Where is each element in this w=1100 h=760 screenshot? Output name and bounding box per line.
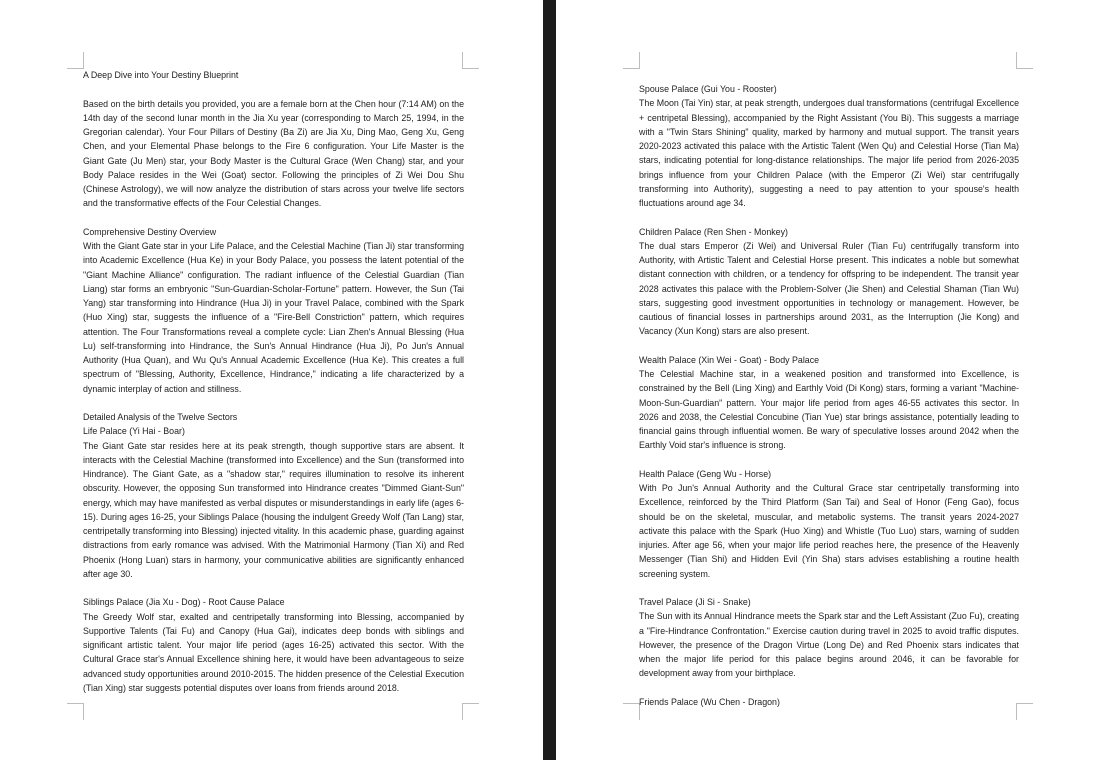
crop-mark bbox=[623, 52, 640, 69]
left-page-text[interactable] bbox=[83, 68, 464, 695]
life-palace-heading: Life Palace (Yi Hai - Boar) bbox=[83, 426, 185, 437]
page-gutter bbox=[543, 0, 556, 760]
right-page-text[interactable] bbox=[639, 82, 1019, 709]
children-palace-heading: Children Palace (Ren Shen - Monkey) bbox=[639, 226, 788, 237]
spouse-palace-paragraph: The Moon (Tai Yin) star, at peak strength, undergoes dual transformations (centrifugal Excellence + centripetal Blessing), accompanied by the Right Assistant (You Bi). This suggests a marriage with a "Twin Stars Shining" quality, marked by harmony and mutual support. The transit years 2020-2023 activated this palace with the Artistic Talent (Wen Qu) and Celestial Horse (Tian Ma) stars, indicating potential for long-distance relationships. The major life period from 2026-2035 brings influence from your Children Palace (with the Emperor (Zi Wei) star centrifugally transforming into Authority), suggesting a need to pay attention to your spouse's health fluctuations around age 34. bbox=[639, 98, 1019, 208]
sectors-heading: Detailed Analysis of the Twelve Sectors bbox=[83, 412, 238, 422]
document-page-right bbox=[556, 0, 1100, 760]
spouse-palace-heading: Spouse Palace (Gui You - Rooster) bbox=[639, 84, 777, 94]
crop-mark bbox=[462, 703, 479, 720]
life-palace-paragraph: The Giant Gate star resides here at its peak strength, though supportive stars are absent. It interacts with the Celestial Machine (transformed into Excellence) and the Sun (transformed into Hindrance). The Giant Gate, as a "shadow star," requires illumination to resolve its inherent obscurity. However, the opposing Sun transformed into Hindrance creates "Dimmed Giant-Sun" energy, which may have manifested as verbal disputes or misunderstandings in early life (ages 6-15). During ages 16-25, your Siblings Palace (housing the indulgent Greedy Wolf (Tan Lang) star, centripetally transforming into Blessing) injected vitality. In this academic phase, guarding against distractions from early romance was advised. With the Matrimonial Harmony (Tian Xi) and Red Phoenix (Hong Luan) stars in harmony, your communicative abilities are significantly enhanced after age 30. bbox=[83, 440, 464, 579]
crop-mark bbox=[462, 52, 479, 69]
crop-mark bbox=[623, 703, 640, 720]
health-palace-heading: Health Palace (Geng Wu - Horse) bbox=[639, 468, 772, 479]
overview-heading: Comprehensive Destiny Overview bbox=[83, 226, 217, 237]
travel-palace-paragraph: The Sun with its Annual Hindrance meets the Spark star and the Left Assistant (Zuo Fu), creating a "Fire-Hindrance Confrontation." Exercise caution during travel in 2025 to avoid traffic disputes. However, the presence of the Dragon Virtue (Long De) and Red Phoenix stars indicates that when the major life period for this palace begins around 2046, it can be favorable for development away from your birthplace. bbox=[639, 611, 1019, 679]
crop-mark bbox=[67, 703, 84, 720]
siblings-palace-heading: Siblings Palace (Jia Xu - Dog) - Root Cause Palace bbox=[83, 597, 285, 608]
wealth-palace-heading: Wealth Palace (Xin Wei - Goat) - Body Palace bbox=[639, 354, 820, 365]
friends-palace-heading: Friends Palace (Wu Chen - Dragon) bbox=[639, 696, 780, 707]
children-palace-paragraph: The dual stars Emperor (Zi Wei) and Universal Ruler (Tian Fu) centrifugally transform into Authority, with Artistic Talent and Celestial Horse present. This indicates a noble but somewhat distant connection with children, or a tendency for offspring to be independent. The transit year 2028 activates this palace with the Problem-Solver (Jie Shen) and Celestial Shaman (Tian Wu) stars, suggesting good investment opportunities in technology or management. However, be cautious of financial losses in partnerships around 2031, as the Interruption (Jie Kong) and Vacancy (Xun Kong) stars are also present. bbox=[639, 240, 1019, 337]
intro-paragraph: Based on the birth details you provided, you are a female born at the Chen hour (7:14 AM) on the 14th day of the second lunar month in the Jia Xu year (corresponding to March 25, 1994, in the Gregorian calendar). Your Four Pillars of Destiny (Ba Zi) are Jia Xu, Ding Mao, Geng Xu, Geng Chen, and your Elemental Phase belongs to the Fire 6 configuration. Your Life Master is the Giant Gate (Ju Men) star, your Body Master is the Cultural Grace (Wen Chang) star, and your Body Palace resides in the Wei (Goat) sector. Following the principles of Zi Wei Dou Shu (Chinese Astrology), we will now analyze the distribution of stars across your twelve life sectors and the transformative effects of the Four Celestial Changes. bbox=[83, 98, 464, 209]
siblings-palace-paragraph: The Greedy Wolf star, exalted and centripetally transforming into Blessing, accompanied by Supportive Talents (Tai Fu) and Canopy (Hua Gai), indicates deep bonds with siblings and significant artistic talent. Your major life period (ages 16-25) activated this sector. With the Cultural Grace star's Annual Excellence shining here, it would have been advantageous to seize advanced study opportunities around 2010-2015. The hidden presence of the Celestial Execution (Tian Xing) star suggests potential disputes over loans from friends around 2018. bbox=[83, 611, 464, 693]
crop-mark bbox=[67, 52, 84, 69]
travel-palace-heading: Travel Palace (Ji Si - Snake) bbox=[639, 597, 751, 607]
overview-paragraph: With the Giant Gate star in your Life Palace, and the Celestial Machine (Tian Ji) star transforming into Academic Excellence (Hua Ke) in your Body Palace, you possess the latent potential of the "Giant Machine Alliance" configuration. The radiant influence of the Celestial Guardian (Tian Liang) star forms an embryonic "Sun-Guardian-Scholar-Fortune" pattern. However, the Sun (Tai Yang) star transforming into Hindrance (Hua Ji) in your Travel Palace, combined with the Spark (Huo Xing) star, suggests the influence of a "Fire-Bell Constriction" pattern, which requires attention. The Four Transformations reveal a complete cycle: Lian Zhen's Annual Blessing (Hua Lu) self-transforming into Hindrance, the Sun's Annual Hindrance (Hua Ji), Po Jun's Annual Authority (Hua Quan), and Wu Qu's Annual Academic Excellence (Hua Ke). This creates a full spectrum of "Blessing, Authority, Excellence, Hindrance," indicating a life characterized by a dynamic interplay of action and stillness. bbox=[83, 241, 464, 394]
crop-mark bbox=[1016, 52, 1033, 69]
wealth-palace-paragraph: The Celestial Machine star, in a weakened position and transformed into Excellence, is constrained by the Bell (Ling Xing) and Earthly Void (Di Kong) stars, forming a variant "Machine-Moon-Sun-Guardian" pattern. Your major life period from ages 46-55 activates this sector. In 2026 and 2038, the Celestial Concubine (Tian Yue) star brings assistance, potentially leading to financial gains through influential women. Be wary of speculative losses around 2042 when the Earthly Void star's influence is strong. bbox=[639, 369, 1019, 451]
health-palace-paragraph: With Po Jun's Annual Authority and the Cultural Grace star centripetally transforming into Excellence, reinforced by the Third Platform (San Tai) and Seal of Honor (Feng Gao), focus should be on the skeletal, muscular, and metabolic systems. The transit years 2024-2027 activate this palace with the Spark (Huo Xing) and Whistle (Tuo Luo) stars, warning of sudden injuries. After age 56, when your major life period reaches here, the presence of the Heavenly Messenger (Tian Shi) and Hidden Evil (Yin Sha) stars advises establishing a routine health screening system. bbox=[639, 483, 1019, 579]
document-title: A Deep Dive into Your Destiny Blueprint bbox=[83, 70, 239, 80]
document-page-left bbox=[0, 0, 543, 760]
